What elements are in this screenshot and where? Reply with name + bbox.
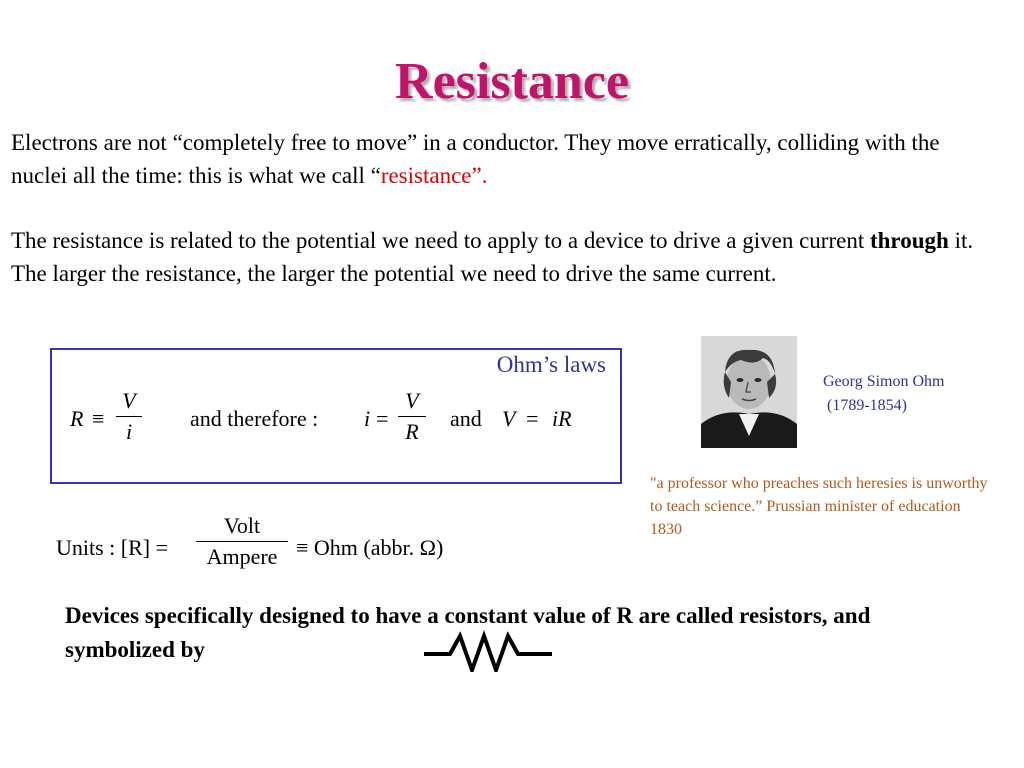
ohm-dates: (1789-1854) — [827, 397, 907, 414]
resistance-highlight: resistance”. — [380, 163, 488, 188]
explanation-text-after: it. The larger the resistance, the larger the potential we need to drive the same current. — [11, 228, 974, 286]
devices-paragraph: Devices specifically designed to have a constant value of R are called resistors, and symbolized by — [65, 603, 871, 662]
units-fraction — [196, 513, 288, 570]
units-fraction-bar — [196, 541, 288, 542]
resistance-explanation-paragraph — [11, 224, 1001, 290]
eq1-lhs: R — [70, 406, 84, 431]
intro-text: Electrons are not “completely free to move” in a conductor. They move erratically, colliding with the nuclei all the time: this is what we call “ — [11, 130, 940, 188]
ohm-name: Georg Simon Ohm — [823, 373, 945, 390]
and-text: and — [450, 406, 482, 431]
eq3-lhs: V — [502, 406, 516, 431]
eq1-denominator: i — [125, 419, 133, 444]
units-denominator: Ampere — [206, 544, 278, 569]
eq2-operator: = — [376, 406, 389, 431]
eq1-numerator: V — [122, 388, 136, 413]
units-numerator: Volt — [223, 513, 261, 538]
eq2-fraction-bar — [398, 416, 426, 417]
units-lhs: Units : [R] = — [56, 535, 169, 560]
ohm-quote: "a professor who preaches such heresies is unworthy to teach science.” Prussian minister of education 1830 — [650, 475, 988, 538]
and-therefore-text: and therefore : — [190, 406, 319, 431]
ohm-portrait-image — [701, 336, 797, 448]
slide-title: Resistance — [395, 53, 629, 110]
ohm-caption — [823, 370, 944, 418]
units-rhs: ≡ Ohm (abbr. Ω) — [296, 535, 444, 560]
eq1-operator: ≡ — [92, 406, 105, 431]
eq2-numerator: V — [405, 388, 419, 413]
eq1-fraction — [116, 388, 142, 445]
through-bold: through — [869, 228, 949, 253]
eq2-denominator: R — [405, 419, 419, 444]
eq3-rhs: iR — [552, 406, 572, 431]
ohms-laws-box — [50, 348, 622, 484]
ohms-laws-title: Ohm’s laws — [496, 352, 606, 377]
eq2-fraction — [398, 388, 426, 445]
resistor-symbol-icon — [422, 630, 554, 672]
ohm-portrait-drawing — [701, 336, 797, 448]
intro-paragraph — [11, 126, 1001, 192]
explanation-text-before: The resistance is related to the potential we need to apply to a device to drive a given current — [11, 228, 870, 253]
eq3-operator: = — [526, 406, 539, 431]
eq1-fraction-bar — [116, 416, 142, 417]
eq2-lhs: i — [364, 406, 371, 431]
